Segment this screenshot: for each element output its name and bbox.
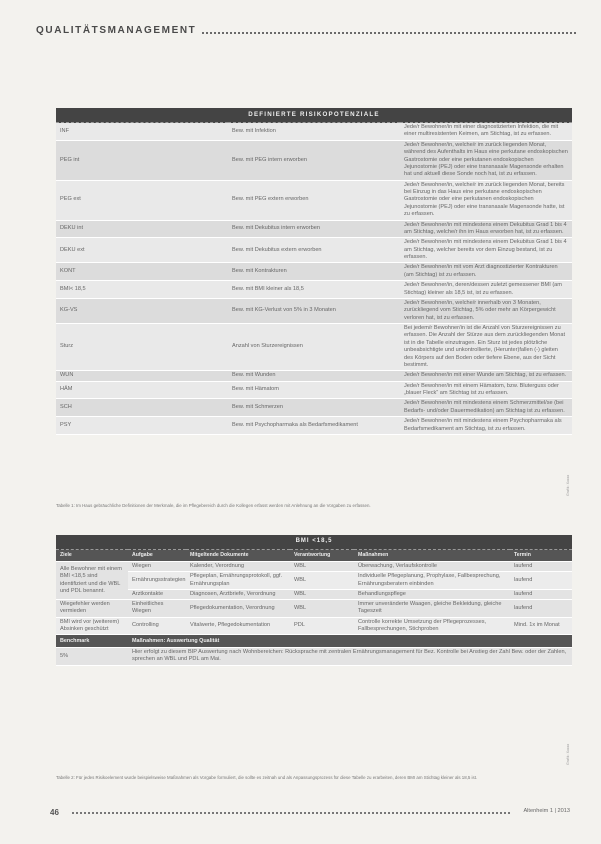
- measure-row: [56, 562, 572, 572]
- risk-label: Bew. mit Kontrakturen: [228, 263, 400, 281]
- risk-label: Bew. mit KG-Verlust von 5% in 3 Monaten: [228, 298, 400, 323]
- column-header: Aufgabe: [128, 550, 186, 562]
- task-cell: Einheitliches Wiegen: [128, 600, 186, 618]
- task-cell: Wiegen: [128, 562, 186, 572]
- risk-code: PEG int: [56, 140, 228, 180]
- deadline-cell: laufend: [510, 589, 572, 599]
- risk-code: PEG ext: [56, 180, 228, 220]
- risk-label: Bew. mit Dekubitus intern erworben: [228, 220, 400, 238]
- risk-row: [56, 281, 572, 299]
- risk-row: [56, 140, 572, 180]
- magazine-issue: Altenheim 1 | 2013: [523, 808, 570, 814]
- risk-description: Bei jedem/r Bewohner/in ist die Anzahl von Sturzereignissen zu erfassen. Die Anzahl der Stürze aus dem zurückliegenden Monat ist in die Tabelle einzutragen. Ein Sturz ist jedes plötzliche unbeabsichtigte und unkontrollierte, (Herunter)fallen (-) gleiten des Körpers auf den Boden oder tiefere Ebene, aus der Sicht bestimmt.: [400, 324, 572, 371]
- risk-row: [56, 417, 572, 435]
- benchmark-header-row: [56, 635, 572, 648]
- goal-cell: Alle Bewohner mit einem BMI <18,5 sind identifiziert und die WBL und PDL benannt.: [56, 562, 128, 600]
- risk-row: [56, 324, 572, 371]
- benchmark-header: Benchmark: [56, 635, 128, 648]
- risk-code: HÄM: [56, 381, 228, 399]
- section-title: QUALITÄTSMANAGEMENT: [36, 24, 197, 36]
- deadline-cell: Mind. 1x im Monat: [510, 617, 572, 635]
- risk-row: [56, 263, 572, 281]
- footer-dotted-rule: [72, 812, 510, 814]
- table2-title: BMI <18,5: [56, 535, 572, 550]
- table1-caption: Tabelle 1: Im Haus gebräuchliche Definitionen der Merkmale, die im Pflegebereich durch die Kollegen erfasst werden mit Anlehnung an die Vorgaben zu erfassen.: [56, 503, 371, 508]
- risk-code: BMI< 18,5: [56, 281, 228, 299]
- risk-label: Bew. mit Psychopharmaka als Bedarfsmedikament: [228, 417, 400, 435]
- table2-title-row: [56, 535, 572, 550]
- documents-cell: Pflegeplan, Ernährungsprotokoll, ggf. Ernährungsplan: [186, 572, 290, 590]
- page-footer: [50, 808, 570, 820]
- risk-row: [56, 123, 572, 141]
- risk-label: Bew. mit Wunden: [228, 371, 400, 381]
- deadline-cell: laufend: [510, 572, 572, 590]
- risk-row: [56, 399, 572, 417]
- risk-code: INF: [56, 123, 228, 141]
- risk-description: Jede/r Bewohner/in mit einer Wunde am Stichtag, ist zu erfassen.: [400, 371, 572, 381]
- documents-cell: Diagnosen, Arztbriefe, Verordnung: [186, 589, 290, 599]
- risk-row: [56, 238, 572, 263]
- table2-caption: Tabelle 2: Für jedes Risikoelement wurde beispielsweise Maßnahmen als Vorgabe formuliert, die sollte es zeitnah und als Anpassungsprozess für diese Tabelle zu erarbeiten, deren BMI am Stichtag kleiner als 18,5 ist.: [56, 775, 478, 780]
- risk-code: KG-VS: [56, 298, 228, 323]
- evaluation-header: Maßnahmen: Auswertung Qualität: [128, 635, 572, 648]
- section-header: [36, 22, 576, 38]
- risk-description: Jede/r Bewohner/in, welche/r im zurück liegenden Monat, während des Aufenthalts im Haus eine perkutane endoskopischen Gastrostomie oder eine perkutanen endoskopischen Jejunostomie (PEJ) oder eine transnasale Magensonde erhalten hat und aktuell diese Sonde noch hat, ist zu erfassen.: [400, 140, 572, 180]
- measures-cell: Behandlungspflege: [354, 589, 510, 599]
- risk-description: Jede/r Bewohner/in, welche/r im zurück liegenden Monat, bereits bei Einzug in das Haus eine perkutane endoskopischen Gastrostomie oder eine perkutanen endoskopischen Jejunostomie (PEJ) oder eine transnasale Magensonde hatte, ist zu erfassen.: [400, 180, 572, 220]
- measure-row: [56, 600, 572, 618]
- header-dotted-rule: [202, 26, 576, 34]
- risk-description: Jede/r Bewohner/in mit mindestens einem Dekubitus Grad 1 bis 4 am Stichtag, welcher bereits vor dem Einzug bestand, ist zu erfassen.: [400, 238, 572, 263]
- measure-row: [56, 572, 572, 590]
- risk-description: Jede/r Bewohner/in mit mindestens einem Dekubitus Grad 1 bis 4 am Stichtag, welche/r ihn im Haus erworben hat, ist zu erfassen.: [400, 220, 572, 238]
- risk-label: Bew. mit Infektion: [228, 123, 400, 141]
- graphic-credit-2: Grafik: Xxxxx: [566, 743, 570, 765]
- measure-row: [56, 617, 572, 635]
- column-header: Verantwortung: [290, 550, 354, 562]
- risk-code: KONT: [56, 263, 228, 281]
- goal-cell: BMI wird vor (weiterem) Absinken geschützt: [56, 617, 128, 635]
- task-cell: Ernährungsstrategien: [128, 572, 186, 590]
- risk-label: Bew. mit Schmerzen: [228, 399, 400, 417]
- column-header: Mitgeltende Dokumente: [186, 550, 290, 562]
- risk-description: Jede/r Bewohner/in mit mindestens einem Schmerzmittel/se (bei Bedarfs- und/oder Dauermedikation) am Stichtag ist zu erfassen.: [400, 399, 572, 417]
- measures-cell: Controlle korrekte Umsetzung der Pflegeprozesses, Fallbesprechungen, Stichproben: [354, 617, 510, 635]
- measures-cell: Immer unveränderte Waagen, gleiche Bekleidung, gleiche Tageszeit: [354, 600, 510, 618]
- bmi-measures-table: [56, 535, 572, 666]
- benchmark-row: [56, 648, 572, 666]
- risk-code: SCH: [56, 399, 228, 417]
- risk-code: DEKU int: [56, 220, 228, 238]
- risk-code: Sturz: [56, 324, 228, 371]
- risk-code: WUN: [56, 371, 228, 381]
- risk-label: Bew. mit Hämatom: [228, 381, 400, 399]
- graphic-credit: Grafik: Xxxxx: [566, 474, 570, 496]
- risk-description: Jede/r Bewohner/in mit vom Arzt diagnostizierter Kontrakturen (am Stichtag) ist zu erfassen.: [400, 263, 572, 281]
- responsibility-cell: WBL: [290, 572, 354, 590]
- documents-cell: Pflegedokumentation, Verordnung: [186, 600, 290, 618]
- task-cell: Arztkontakte: [128, 589, 186, 599]
- measure-row: [56, 589, 572, 599]
- risk-description: Jede/r Bewohner/in mit mindestens einem Psychopharmaka als Bedarfsmedikament am Stichtag, ist zu erfassen.: [400, 417, 572, 435]
- evaluation-text: Hier erfolgt zu diesem BIP Auswertung nach Wohnbereichen: Rücksprache mit zentralen Ernährungsmanagement für Bez. Kontrolle bei Anstieg der Zahl Bew. oder der Zahlen, sprechen an WBL und PDL am Mai.: [128, 648, 572, 666]
- risk-description: Jede/r Bewohner/in, deren/dessen zuletzt gemessener BMI (am Stichtag) kleiner als 18,5 ist, ist zu erfassen.: [400, 281, 572, 299]
- column-header: Termin: [510, 550, 572, 562]
- risk-row: [56, 220, 572, 238]
- deadline-cell: laufend: [510, 600, 572, 618]
- risk-label: Anzahl von Sturzereignissen: [228, 324, 400, 371]
- responsibility-cell: WBL: [290, 600, 354, 618]
- column-header: Ziele: [56, 550, 128, 562]
- risk-code: PSY: [56, 417, 228, 435]
- responsibility-cell: WBL: [290, 589, 354, 599]
- risk-label: Bew. mit PEG intern erworben: [228, 140, 400, 180]
- measures-cell: Individuelle Pflegeplanung, Prophylaxe, Fallbesprechung, Ernährungsberatern einbinden: [354, 572, 510, 590]
- risk-description: Jede/r Bewohner/in mit einem Hämatom, bzw. Bluterguss oder „blauer Fleck“ am Stichtag ist zu erfassen.: [400, 381, 572, 399]
- column-header: Maßnahmen: [354, 550, 510, 562]
- documents-cell: Kalender, Verordnung: [186, 562, 290, 572]
- documents-cell: Vitalwerte, Pflegedokumentation: [186, 617, 290, 635]
- risk-label: Bew. mit BMI kleiner als 18,5: [228, 281, 400, 299]
- risk-label: Bew. mit PEG extern erworben: [228, 180, 400, 220]
- risk-row: [56, 180, 572, 220]
- risk-row: [56, 381, 572, 399]
- goal-cell: Wiegefehler werden vermieden: [56, 600, 128, 618]
- risk-potentials-table: [56, 108, 572, 435]
- risk-row: [56, 298, 572, 323]
- measures-cell: Überwachung, Verlaufskontrolle: [354, 562, 510, 572]
- risk-description: Jede/r Bewohner/in, welche/r innerhalb von 3 Monaten, zurückliegend vom Stichtag, 5% oder mehr an Körpergewicht verloren hat, ist zu erfassen.: [400, 298, 572, 323]
- responsibility-cell: WBL: [290, 562, 354, 572]
- table2-column-headers: [56, 550, 572, 562]
- responsibility-cell: PDL: [290, 617, 354, 635]
- risk-code: DEKU ext: [56, 238, 228, 263]
- risk-label: Bew. mit Dekubitus extern erworben: [228, 238, 400, 263]
- risk-row: [56, 371, 572, 381]
- risk-description: Jede/r Bewohner/in mit einer diagnostizierten Infektion, die mit einer multiresistenten Keimen, am Stichtag, ist zu erfassen.: [400, 123, 572, 141]
- table1-title: DEFINIERTE RISIKOPOTENZIALE: [56, 108, 572, 123]
- task-cell: Controlling: [128, 617, 186, 635]
- deadline-cell: laufend: [510, 562, 572, 572]
- page-number: 46: [50, 808, 59, 817]
- benchmark-value: 5%: [56, 648, 128, 666]
